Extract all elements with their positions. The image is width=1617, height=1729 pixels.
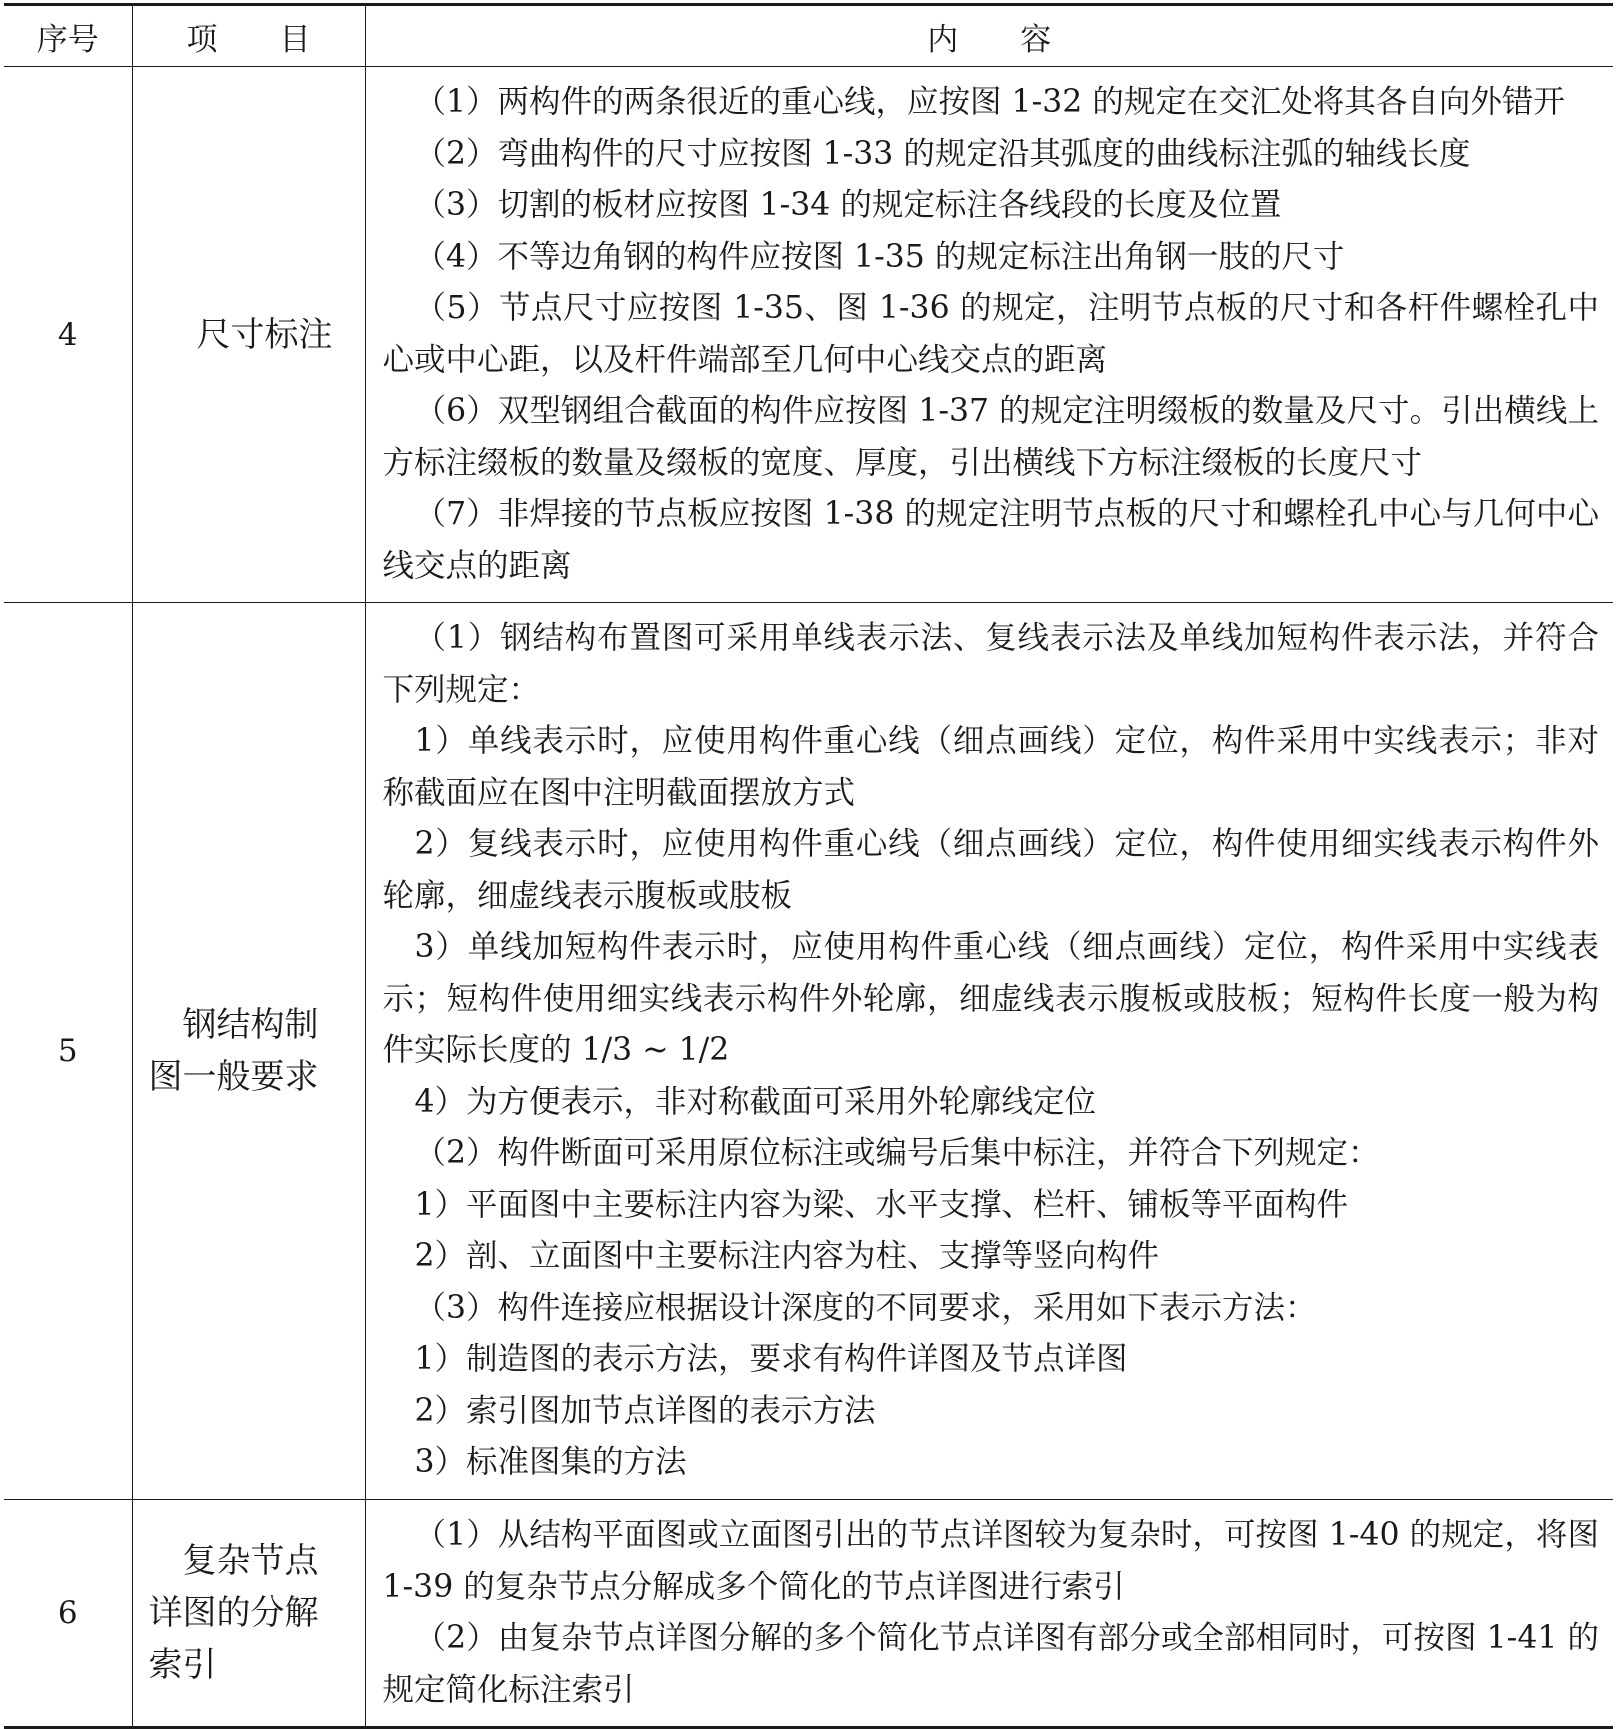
- content-paragraph: （1）钢结构布置图可采用单线表示法、复线表示法及单线加短构件表示法，并符合下列规定：: [382, 620, 1599, 708]
- content-paragraph: （2）弯曲构件的尺寸应按图 1-33 的规定沿其弧度的曲线标注弧的轴线长度: [414, 135, 1471, 172]
- specification-table: [4, 3, 1613, 1729]
- row-item-label: 尺寸标注: [196, 314, 333, 355]
- table-row: [4, 1500, 1613, 1728]
- row-serial-number: 6: [4, 1500, 132, 1728]
- content-paragraph: （4）不等边角钢的构件应按图 1-35 的规定标注出角钢一肢的尺寸: [414, 238, 1345, 275]
- content-paragraph: 2）剖、立面图中主要标注内容为柱、支撑等竖向构件: [414, 1238, 1160, 1275]
- row-item-cell: [132, 1500, 365, 1728]
- content-paragraph: 1）制造图的表示方法，要求有构件详图及节点详图: [414, 1341, 1128, 1378]
- row-item-cell: [132, 603, 365, 1500]
- row-content-cell: [365, 1500, 1613, 1728]
- table-header-row: [4, 5, 1613, 67]
- content-paragraph: 2）索引图加节点详图的表示方法: [414, 1392, 876, 1429]
- row-serial-number: 5: [4, 603, 132, 1500]
- row-item-label: 复杂节点详图的分解索引: [148, 1541, 319, 1685]
- content-paragraph: （3）构件连接应根据设计深度的不同要求，采用如下表示方法：: [414, 1289, 1317, 1326]
- content-paragraph: 3）单线加短构件表示时，应使用构件重心线（细点画线）定位，构件采用中实线表示；短构件使用细实线表示构件外轮廓，细虚线表示腹板或肢板；短构件长度一般为构件实际长度的 1/3 ~ 1/2: [382, 929, 1599, 1069]
- content-paragraph: （3）切割的板材应按图 1-34 的规定标注各线段的长度及位置: [414, 187, 1282, 223]
- content-paragraph: （1）两构件的两条很近的重心线，应按图 1-32 的规定在交汇处将其各自向外错开: [414, 84, 1565, 120]
- content-paragraph: （2）由复杂节点详图分解的多个简化节点详图有部分或全部相同时，可按图 1-41 的规定简化标注索引: [382, 1620, 1599, 1708]
- content-paragraph: 3）标准图集的方法: [414, 1444, 687, 1481]
- header-serial-number: 序号: [4, 5, 132, 67]
- row-item-label: 钢结构制图一般要求: [148, 1005, 319, 1097]
- row-content-cell: [365, 603, 1613, 1500]
- content-paragraph: （6）双型钢组合截面的构件应按图 1-37 的规定注明缀板的数量及尺寸。引出横线上方标注缀板的数量及缀板的宽度、厚度，引出横线下方标注缀板的长度尺寸: [382, 393, 1599, 481]
- row-item-cell: [132, 67, 365, 603]
- table-row: [4, 67, 1613, 603]
- header-item: 项 目: [132, 5, 365, 67]
- content-paragraph: （7）非焊接的节点板应按图 1-38 的规定注明节点板的尺寸和螺栓孔中心与几何中心线交点的距离: [382, 496, 1599, 584]
- content-paragraph: 1）单线表示时，应使用构件重心线（细点画线）定位，构件采用中实线表示；非对称截面应在图中注明截面摆放方式: [382, 723, 1599, 811]
- content-paragraph: （5）节点尺寸应按图 1-35、图 1-36 的规定，注明节点板的尺寸和各杆件螺栓孔中心或中心距，以及杆件端部至几何中心线交点的距离: [382, 290, 1599, 378]
- content-paragraph: 2）复线表示时，应使用构件重心线（细点画线）定位，构件使用细实线表示构件外轮廓，细虚线表示腹板或肢板: [382, 826, 1599, 914]
- header-content: 内 容: [365, 5, 1613, 67]
- content-paragraph: （1）从结构平面图或立面图引出的节点详图较为复杂时，可按图 1-40 的规定，将图 1-39 的复杂节点分解成多个简化的节点详图进行索引: [382, 1517, 1599, 1605]
- content-paragraph: （2）构件断面可采用原位标注或编号后集中标注，并符合下列规定：: [414, 1135, 1380, 1172]
- table-row: [4, 603, 1613, 1500]
- content-paragraph: 4）为方便表示，非对称截面可采用外轮廓线定位: [414, 1083, 1097, 1120]
- row-serial-number: 4: [4, 67, 132, 603]
- content-paragraph: 1）平面图中主要标注内容为梁、水平支撑、栏杆、铺板等平面构件: [414, 1186, 1349, 1223]
- row-content-cell: [365, 67, 1613, 603]
